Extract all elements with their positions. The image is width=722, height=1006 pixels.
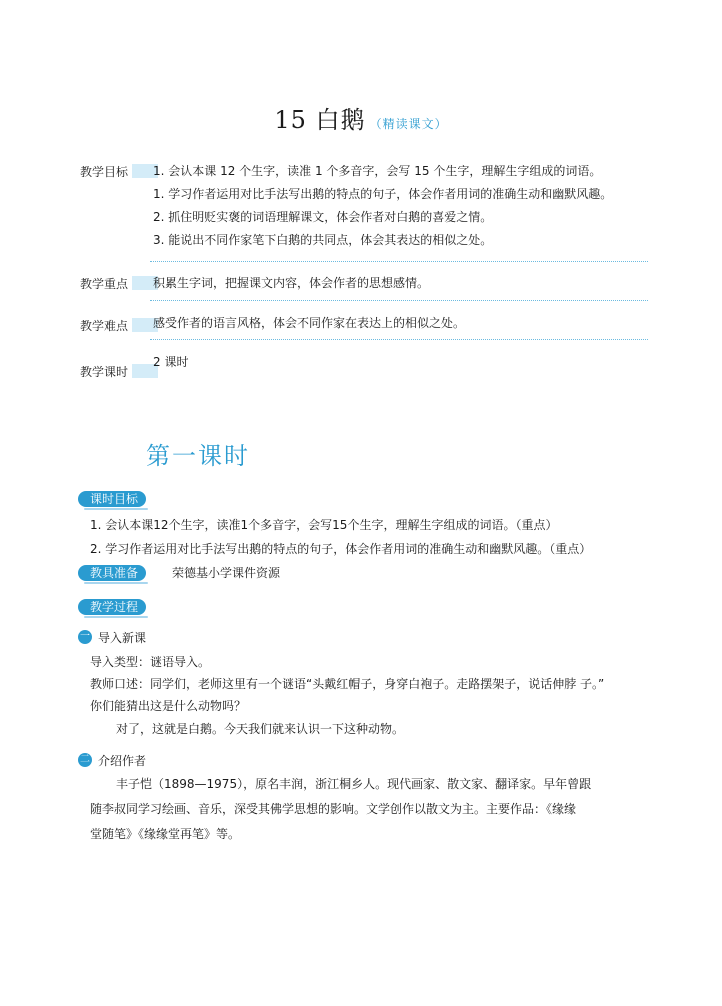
process-label: 教学过程 <box>78 599 146 615</box>
divider <box>150 339 648 340</box>
step-line: 教师口述：同学们，老师这里有一个谜语“头戴红帽子，身穿白袍子。走路摆架子，说话伸脖 子。” <box>90 677 605 691</box>
step-line: 随李叔同学习绘画、音乐，深受其佛学思想的影响。文学创作以散文为主。主要作品：《缘缘 <box>90 802 577 816</box>
objective-line-1: 1. 会认本课12个生字，读准1个多音字，会写15个生字，理解生字组成的词语。（重点） <box>90 518 558 532</box>
step-title: 导入新课 <box>98 631 147 645</box>
step-number: 一 <box>80 631 90 642</box>
goals-line-2: 1. 学习作者运用对比手法写出鹅的特点的句子，体会作者用词的准确生动和幽默风趣。 <box>153 187 613 201</box>
section-title: 第一课时 <box>146 442 250 470</box>
step-number: 二 <box>80 754 90 765</box>
difficulty-text: 感受作者的语言风格，体会不同作家在表达上的相似之处。 <box>153 316 466 330</box>
hours-label: 教学课时 <box>78 362 160 381</box>
key-text: 积累生字词，把握课文内容，体会作者的思想感情。 <box>153 276 430 290</box>
lesson-title-main: 15 白鹅 <box>274 106 366 134</box>
lesson-title <box>0 100 722 135</box>
goals-line-3: 2. 抓住明贬实褒的词语理解课文，体会作者对白鹅的喜爱之情。 <box>153 210 493 224</box>
step-line: 丰子恺（1898—1975），原名丰润，浙江桐乡人。现代画家、散文家、翻译家。早年曾跟 <box>116 777 592 791</box>
step-title: 介绍作者 <box>98 754 147 768</box>
goals-label: 教学目标 <box>78 162 160 181</box>
divider <box>150 261 648 262</box>
difficulty-label: 教学难点 <box>78 316 160 335</box>
objectives-label: 课时目标 <box>78 491 146 507</box>
objective-line-2: 2. 学习作者运用对比手法写出鹅的特点的句子，体会作者用词的准确生动和幽默风趣。（重点） <box>90 542 592 556</box>
prep-label: 教具准备 <box>78 565 146 581</box>
goals-line-1: 1. 会认本课 12 个生字，读准 1 个多音字，会写 15 个生字，理解生字组成的词语。 <box>153 164 602 178</box>
prep-text: 荣德基小学课件资源 <box>172 566 281 580</box>
divider <box>150 300 648 301</box>
key-label: 教学重点 <box>78 274 160 293</box>
goals-line-4: 3. 能说出不同作家笔下白鹅的共同点，体会其表达的相似之处。 <box>153 233 493 247</box>
step-line: 你们能猜出这是什么动物吗？ <box>90 699 247 713</box>
hours-text: 2 课时 <box>153 355 189 369</box>
lesson-title-sub: （精读课文） <box>369 117 448 131</box>
step-line: 对了，这就是白鹅。今天我们就来认识一下这种动物。 <box>116 722 405 736</box>
step-line: 导入类型：谜语导入。 <box>90 655 211 669</box>
step-line: 堂随笔》《缘缘堂再笔》等。 <box>90 827 241 841</box>
